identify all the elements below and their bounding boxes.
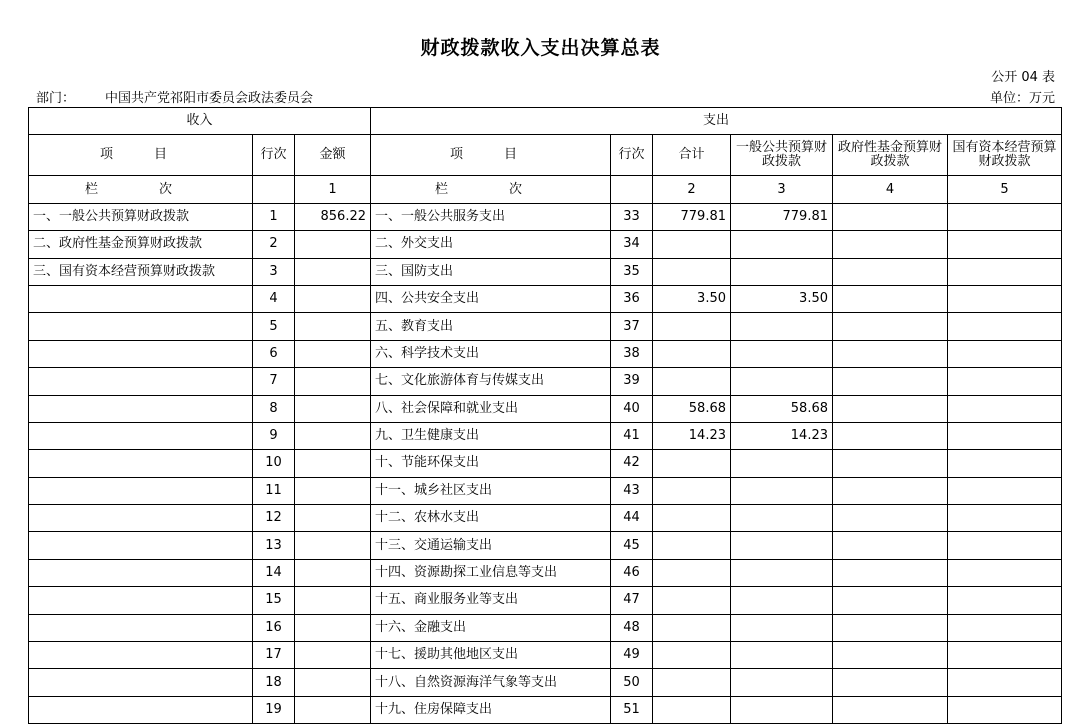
table-row bbox=[29, 532, 1062, 559]
state-capital-amount bbox=[948, 587, 1062, 614]
total-amount bbox=[653, 450, 731, 477]
income-item bbox=[29, 642, 253, 669]
general-budget-amount bbox=[731, 450, 833, 477]
exp-rowno-header: 行次 bbox=[611, 135, 653, 176]
table-row bbox=[29, 614, 1062, 641]
table-row bbox=[29, 340, 1062, 367]
expenditure-item: 八、社会保障和就业支出 bbox=[371, 395, 611, 422]
general-budget-amount: 3.50 bbox=[731, 285, 833, 312]
expenditure-item: 十九、住房保障支出 bbox=[371, 696, 611, 723]
expenditure-item: 三、国防支出 bbox=[371, 258, 611, 285]
total-amount bbox=[653, 505, 731, 532]
total-amount bbox=[653, 477, 731, 504]
general-budget-amount: 14.23 bbox=[731, 422, 833, 449]
income-amount bbox=[295, 532, 371, 559]
expenditure-item: 一、一般公共服务支出 bbox=[371, 203, 611, 230]
general-budget-amount bbox=[731, 696, 833, 723]
income-item bbox=[29, 505, 253, 532]
expenditure-item: 九、卫生健康支出 bbox=[371, 422, 611, 449]
column-3: 3 bbox=[731, 176, 833, 203]
expenditure-item: 十八、自然资源海洋气象等支出 bbox=[371, 669, 611, 696]
income-item bbox=[29, 313, 253, 340]
report-title: 财政拨款收入支出决算总表 bbox=[420, 37, 661, 59]
unit-label: 单位：万元 bbox=[989, 91, 1055, 106]
income-item bbox=[29, 395, 253, 422]
expenditure-item: 二、外交支出 bbox=[371, 231, 611, 258]
income-row-no: 6 bbox=[253, 340, 295, 367]
expenditure-item: 十六、金融支出 bbox=[371, 614, 611, 641]
expenditure-row-no: 42 bbox=[611, 450, 653, 477]
gov-fund-amount bbox=[833, 505, 948, 532]
income-amount bbox=[295, 313, 371, 340]
expenditure-row-no: 46 bbox=[611, 559, 653, 586]
income-item bbox=[29, 532, 253, 559]
income-item bbox=[29, 368, 253, 395]
income-amount bbox=[295, 231, 371, 258]
expenditure-item: 十二、农林水支出 bbox=[371, 505, 611, 532]
income-row-no: 14 bbox=[253, 559, 295, 586]
gov-fund-amount bbox=[833, 368, 948, 395]
income-item bbox=[29, 587, 253, 614]
expenditure-row-no: 50 bbox=[611, 669, 653, 696]
gov-fund-amount bbox=[833, 669, 948, 696]
expenditure-item: 四、公共安全支出 bbox=[371, 285, 611, 312]
gov-fund-amount bbox=[833, 203, 948, 230]
income-row-no: 19 bbox=[253, 696, 295, 723]
budget-table bbox=[28, 107, 1062, 724]
state-capital-amount bbox=[948, 203, 1062, 230]
gov-fund-amount bbox=[833, 532, 948, 559]
income-row-no: 5 bbox=[253, 313, 295, 340]
expenditure-item: 六、科学技术支出 bbox=[371, 340, 611, 367]
income-amount bbox=[295, 450, 371, 477]
income-amount bbox=[295, 505, 371, 532]
column-2: 2 bbox=[653, 176, 731, 203]
income-item-header: 项 目 bbox=[29, 135, 253, 176]
state-capital-amount bbox=[948, 450, 1062, 477]
income-amount bbox=[295, 258, 371, 285]
gov-fund-amount bbox=[833, 477, 948, 504]
column-blank bbox=[253, 176, 295, 203]
income-row-no: 15 bbox=[253, 587, 295, 614]
income-item bbox=[29, 450, 253, 477]
amount-header: 金额 bbox=[295, 135, 371, 176]
general-budget-amount bbox=[731, 642, 833, 669]
table-row bbox=[29, 285, 1062, 312]
income-row-no: 3 bbox=[253, 258, 295, 285]
expenditure-header: 支出 bbox=[371, 108, 1062, 135]
state-capital-amount bbox=[948, 313, 1062, 340]
income-amount bbox=[295, 422, 371, 449]
total-amount bbox=[653, 231, 731, 258]
gov-fund-amount bbox=[833, 313, 948, 340]
expenditure-row-no: 41 bbox=[611, 422, 653, 449]
income-item bbox=[29, 669, 253, 696]
gov-fund-amount bbox=[833, 614, 948, 641]
general-budget-amount bbox=[731, 368, 833, 395]
table-row bbox=[29, 559, 1062, 586]
general-budget-amount bbox=[731, 614, 833, 641]
state-capital-amount bbox=[948, 532, 1062, 559]
general-budget-amount bbox=[731, 587, 833, 614]
general-budget-amount bbox=[731, 477, 833, 504]
income-row-no: 12 bbox=[253, 505, 295, 532]
state-capital-amount bbox=[948, 696, 1062, 723]
total-amount bbox=[653, 368, 731, 395]
state-capital-amount bbox=[948, 258, 1062, 285]
expenditure-row-no: 44 bbox=[611, 505, 653, 532]
expenditure-row-no: 51 bbox=[611, 696, 653, 723]
column-label: 栏 次 bbox=[29, 176, 253, 203]
total-amount bbox=[653, 587, 731, 614]
expenditure-row-no: 40 bbox=[611, 395, 653, 422]
total-amount: 14.23 bbox=[653, 422, 731, 449]
income-item bbox=[29, 559, 253, 586]
gov-fund-amount bbox=[833, 696, 948, 723]
income-amount bbox=[295, 559, 371, 586]
column-blank-2 bbox=[611, 176, 653, 203]
expenditure-item: 十五、商业服务业等支出 bbox=[371, 587, 611, 614]
general-budget-amount bbox=[731, 258, 833, 285]
income-amount bbox=[295, 669, 371, 696]
income-amount bbox=[295, 587, 371, 614]
income-amount bbox=[295, 340, 371, 367]
total-amount bbox=[653, 696, 731, 723]
table-row bbox=[29, 450, 1062, 477]
general-budget-amount bbox=[731, 313, 833, 340]
income-row-no: 17 bbox=[253, 642, 295, 669]
expenditure-row-no: 36 bbox=[611, 285, 653, 312]
general-budget-amount bbox=[731, 532, 833, 559]
state-capital-amount bbox=[948, 642, 1062, 669]
total-amount bbox=[653, 340, 731, 367]
income-item: 一、一般公共预算财政拨款 bbox=[29, 203, 253, 230]
table-row bbox=[29, 203, 1062, 230]
state-capital-amount bbox=[948, 559, 1062, 586]
expenditure-item: 十四、资源勘探工业信息等支出 bbox=[371, 559, 611, 586]
total-amount bbox=[653, 532, 731, 559]
state-capital-amount bbox=[948, 285, 1062, 312]
table-row bbox=[29, 505, 1062, 532]
expenditure-row-no: 45 bbox=[611, 532, 653, 559]
gov-fund-amount bbox=[833, 450, 948, 477]
expenditure-row-no: 38 bbox=[611, 340, 653, 367]
total-header: 合计 bbox=[653, 135, 731, 176]
income-item: 二、政府性基金预算财政拨款 bbox=[29, 231, 253, 258]
total-amount: 779.81 bbox=[653, 203, 731, 230]
income-row-no: 8 bbox=[253, 395, 295, 422]
table-row bbox=[29, 368, 1062, 395]
table-row bbox=[29, 477, 1062, 504]
expenditure-row-no: 49 bbox=[611, 642, 653, 669]
gov-fund-amount bbox=[833, 422, 948, 449]
column-4: 4 bbox=[833, 176, 948, 203]
income-row-no: 2 bbox=[253, 231, 295, 258]
income-item: 三、国有资本经营预算财政拨款 bbox=[29, 258, 253, 285]
gov-fund-amount bbox=[833, 395, 948, 422]
total-amount: 3.50 bbox=[653, 285, 731, 312]
income-amount bbox=[295, 285, 371, 312]
table-row bbox=[29, 642, 1062, 669]
expenditure-item: 十一、城乡社区支出 bbox=[371, 477, 611, 504]
gov-fund-amount bbox=[833, 258, 948, 285]
income-amount bbox=[295, 696, 371, 723]
state-capital-header: 国有资本经营预算财政拨款 bbox=[948, 135, 1062, 176]
table-row bbox=[29, 587, 1062, 614]
income-item bbox=[29, 614, 253, 641]
expenditure-row-no: 35 bbox=[611, 258, 653, 285]
income-row-no: 18 bbox=[253, 669, 295, 696]
income-item bbox=[29, 285, 253, 312]
state-capital-amount bbox=[948, 231, 1062, 258]
income-row-no: 9 bbox=[253, 422, 295, 449]
general-budget-header: 一般公共预算财政拨款 bbox=[731, 135, 833, 176]
total-amount bbox=[653, 614, 731, 641]
gov-fund-amount bbox=[833, 231, 948, 258]
income-row-no: 7 bbox=[253, 368, 295, 395]
total-amount bbox=[653, 313, 731, 340]
state-capital-amount bbox=[948, 477, 1062, 504]
income-row-no: 16 bbox=[253, 614, 295, 641]
general-budget-amount bbox=[731, 559, 833, 586]
department-line bbox=[36, 87, 313, 106]
expenditure-row-no: 37 bbox=[611, 313, 653, 340]
income-amount bbox=[295, 642, 371, 669]
income-item bbox=[29, 477, 253, 504]
header-row-1 bbox=[29, 108, 1062, 135]
table-row bbox=[29, 696, 1062, 723]
income-header: 收入 bbox=[29, 108, 371, 135]
income-row-no: 1 bbox=[253, 203, 295, 230]
income-amount bbox=[295, 368, 371, 395]
income-row-no: 10 bbox=[253, 450, 295, 477]
gov-fund-header: 政府性基金预算财政拨款 bbox=[833, 135, 948, 176]
income-item bbox=[29, 696, 253, 723]
department-label: 部门： bbox=[36, 91, 76, 106]
general-budget-amount: 58.68 bbox=[731, 395, 833, 422]
table-row bbox=[29, 231, 1062, 258]
state-capital-amount bbox=[948, 395, 1062, 422]
gov-fund-amount bbox=[833, 559, 948, 586]
state-capital-amount bbox=[948, 505, 1062, 532]
gov-fund-amount bbox=[833, 285, 948, 312]
income-amount: 856.22 bbox=[295, 203, 371, 230]
column-label-2: 栏 次 bbox=[371, 176, 611, 203]
income-item bbox=[29, 340, 253, 367]
table-row bbox=[29, 669, 1062, 696]
income-rowno-header: 行次 bbox=[253, 135, 295, 176]
expenditure-item: 十三、交通运输支出 bbox=[371, 532, 611, 559]
expenditure-row-no: 48 bbox=[611, 614, 653, 641]
expenditure-row-no: 47 bbox=[611, 587, 653, 614]
state-capital-amount bbox=[948, 422, 1062, 449]
income-amount bbox=[295, 395, 371, 422]
general-budget-amount bbox=[731, 231, 833, 258]
expenditure-item: 十、节能环保支出 bbox=[371, 450, 611, 477]
state-capital-amount bbox=[948, 669, 1062, 696]
column-5: 5 bbox=[948, 176, 1062, 203]
table-body bbox=[29, 203, 1062, 723]
income-amount bbox=[295, 477, 371, 504]
header-row-2 bbox=[29, 135, 1062, 176]
gov-fund-amount bbox=[833, 642, 948, 669]
total-amount bbox=[653, 258, 731, 285]
income-amount bbox=[295, 614, 371, 641]
general-budget-amount bbox=[731, 505, 833, 532]
expenditure-item: 十七、援助其他地区支出 bbox=[371, 642, 611, 669]
table-number: 公开 04 表 bbox=[991, 70, 1055, 85]
column-number-row bbox=[29, 176, 1062, 203]
expenditure-row-no: 34 bbox=[611, 231, 653, 258]
income-row-no: 11 bbox=[253, 477, 295, 504]
expenditure-item: 五、教育支出 bbox=[371, 313, 611, 340]
state-capital-amount bbox=[948, 368, 1062, 395]
expenditure-row-no: 43 bbox=[611, 477, 653, 504]
exp-item-header: 项 目 bbox=[371, 135, 611, 176]
table-row bbox=[29, 313, 1062, 340]
table-row bbox=[29, 395, 1062, 422]
general-budget-amount bbox=[731, 340, 833, 367]
table-row bbox=[29, 422, 1062, 449]
column-1: 1 bbox=[295, 176, 371, 203]
state-capital-amount bbox=[948, 614, 1062, 641]
income-item bbox=[29, 422, 253, 449]
gov-fund-amount bbox=[833, 587, 948, 614]
department-name: 中国共产党祁阳市委员会政法委员会 bbox=[105, 91, 314, 106]
table-row bbox=[29, 258, 1062, 285]
expenditure-row-no: 39 bbox=[611, 368, 653, 395]
expenditure-item: 七、文化旅游体育与传媒支出 bbox=[371, 368, 611, 395]
general-budget-amount bbox=[731, 669, 833, 696]
general-budget-amount: 779.81 bbox=[731, 203, 833, 230]
state-capital-amount bbox=[948, 340, 1062, 367]
total-amount bbox=[653, 642, 731, 669]
gov-fund-amount bbox=[833, 340, 948, 367]
total-amount bbox=[653, 669, 731, 696]
total-amount: 58.68 bbox=[653, 395, 731, 422]
total-amount bbox=[653, 559, 731, 586]
income-row-no: 13 bbox=[253, 532, 295, 559]
expenditure-row-no: 33 bbox=[611, 203, 653, 230]
income-row-no: 4 bbox=[253, 285, 295, 312]
